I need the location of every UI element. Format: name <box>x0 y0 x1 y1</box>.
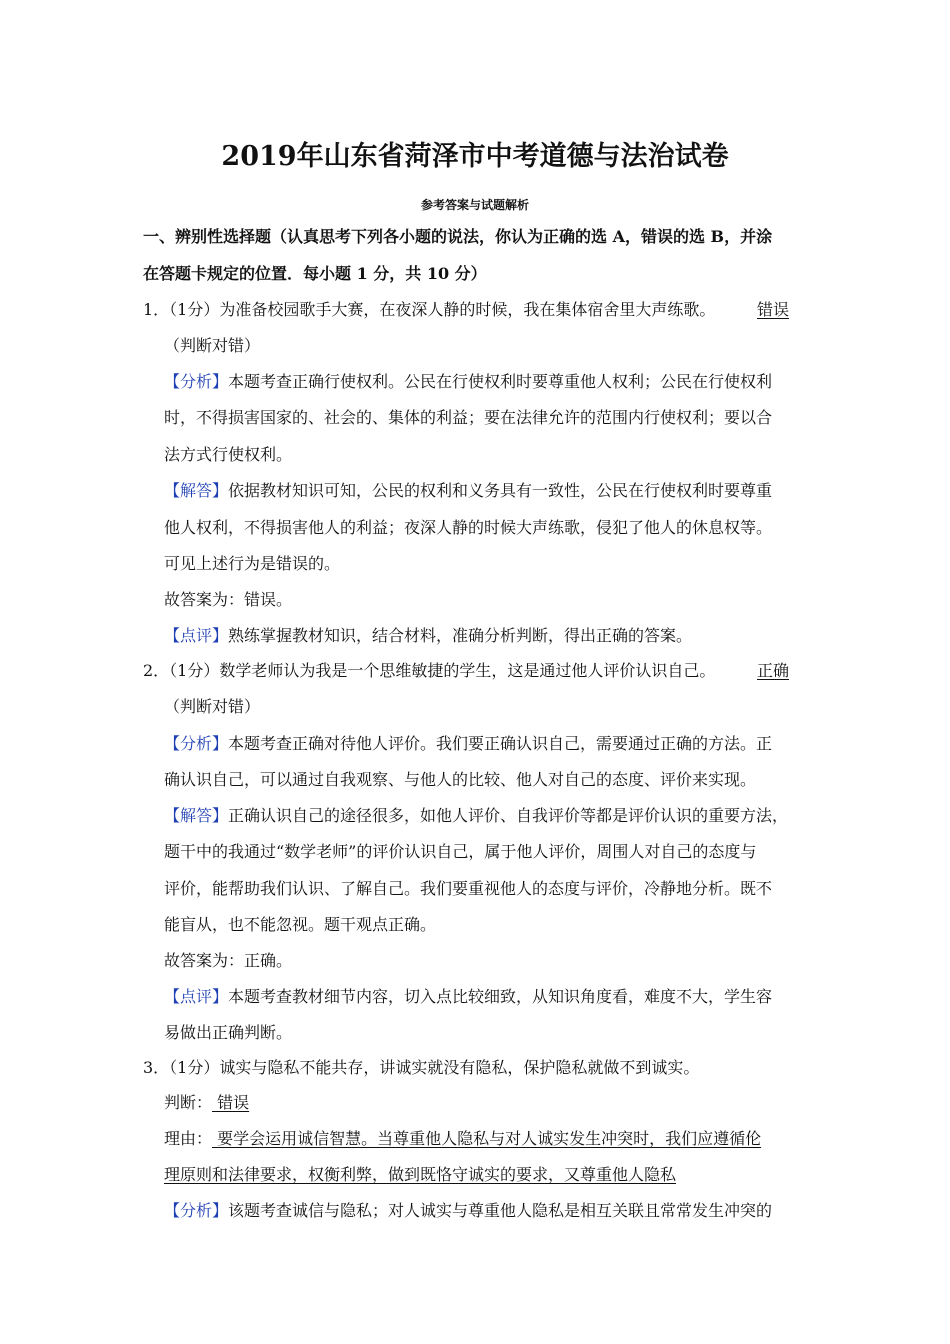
q1-answer-line-2: 他人权利，不得损害他人的利益；夜深人静的时候大声练歌，侵犯了他人的休息权等。 <box>164 518 773 537</box>
q2-answer-line-3: 评价，能帮助我们认识、了解自己。我们要重视他人的态度与评价，冷静地分析。既不 <box>164 879 773 898</box>
q1-analysis-line-2: 时，不得损害国家的、社会的、集体的利益；要在法律允许的范围内行使权利；要以合 <box>164 408 773 427</box>
q3-reason-line-2: 理原则和法律要求，权衡利弊，做到既恪守诚实的要求，又尊重他人隐私 <box>164 1165 677 1184</box>
answer-tag: 【解答】 <box>164 481 229 500</box>
q1-final-answer: 故答案为：错误。 <box>164 590 293 609</box>
q1-answer-blank: 错误 <box>757 300 790 319</box>
q2-final-answer: 故答案为：正确。 <box>164 951 293 970</box>
q1-analysis-line-3: 法方式行使权利。 <box>164 445 293 464</box>
q1-analysis-line-1: 【分析】本题考查正确行使权利。公民在行使权利时要尊重他人权利；公民在行使权利 <box>164 372 773 391</box>
q2-comment-line-2: 易做出正确判断。 <box>164 1023 293 1042</box>
q2-answer-line-2: 题干中的我通过“数学老师”的评价认识自己，属于他人评价，周围人对自己的态度与 <box>164 842 757 861</box>
comment-tag: 【点评】 <box>164 987 229 1006</box>
q2-analysis-line-1: 【分析】本题考查正确对待他人评价。我们要正确认识自己，需要通过正确的方法。正 <box>164 734 773 753</box>
q1-comment: 【点评】熟练掌握教材知识，结合材料，准确分析判断，得出正确的答案。 <box>164 626 693 645</box>
q3-judge-blank: 错误 <box>212 1093 250 1112</box>
page-subtitle: 参考答案与试题解析 <box>420 198 529 212</box>
section-heading-line-1: 一、辨别性选择题（认真思考下列各小题的说法，你认为正确的选 A，错误的选 B，并涂 <box>143 227 773 246</box>
analysis-tag: 【分析】 <box>164 372 229 391</box>
q2-hint: （判断对错） <box>164 697 261 716</box>
page-title: 2019年山东省菏泽市中考道德与法治试卷 <box>221 141 729 172</box>
q3-reason-blank: 要学会运用诚信智慧。当尊重他人隐私与对人诚实发生冲突时，我们应遵循伦 <box>212 1129 762 1148</box>
section-heading-line-2: 在答题卡规定的位置．每小题 1 分，共 10 分） <box>143 264 487 283</box>
q2-stem: 2．（1分）数学老师认为我是一个思维敏捷的学生，这是通过他人评价认识自己。 <box>143 661 716 680</box>
q1-answer-line-1: 【解答】依据教材知识可知，公民的权利和义务具有一致性，公民在行使权利时要尊重 <box>164 481 773 500</box>
q1-stem: 1．（1分）为准备校园歌手大赛，在夜深人静的时候，我在集体宿舍里大声练歌。 <box>143 300 716 319</box>
comment-tag: 【点评】 <box>164 626 229 645</box>
q1-hint: （判断对错） <box>164 336 261 355</box>
q2-answer-line-1: 【解答】正确认识自己的途径很多，如他人评价、自我评价等都是评价认识的重要方法， <box>164 806 789 825</box>
q3-judge: 判断： 错误 <box>164 1093 250 1112</box>
q2-answer-blank: 正确 <box>757 661 790 680</box>
answer-tag: 【解答】 <box>164 806 229 825</box>
analysis-tag: 【分析】 <box>164 734 229 753</box>
q1-answer-line-3: 可见上述行为是错误的。 <box>164 554 341 573</box>
q2-comment-line-1: 【点评】本题考查教材细节内容，切入点比较细致，从知识角度看，难度不大，学生容 <box>164 987 773 1006</box>
analysis-tag: 【分析】 <box>164 1201 229 1220</box>
q2-answer-line-4: 能盲从，也不能忽视。题干观点正确。 <box>164 915 437 934</box>
q3-stem: 3．（1分）诚实与隐私不能共存，讲诚实就没有隐私，保护隐私就做不到诚实。 <box>143 1058 700 1077</box>
q3-analysis-line-1: 【分析】该题考查诚信与隐私；对人诚实与尊重他人隐私是相互关联且常常发生冲突的 <box>164 1201 773 1220</box>
q2-analysis-line-2: 确认识自己，可以通过自我观察、与他人的比较、他人对自己的态度、评价来实现。 <box>164 770 757 789</box>
q3-reason-line-1: 理由： 要学会运用诚信智慧。当尊重他人隐私与对人诚实发生冲突时，我们应遵循伦 <box>164 1129 762 1148</box>
